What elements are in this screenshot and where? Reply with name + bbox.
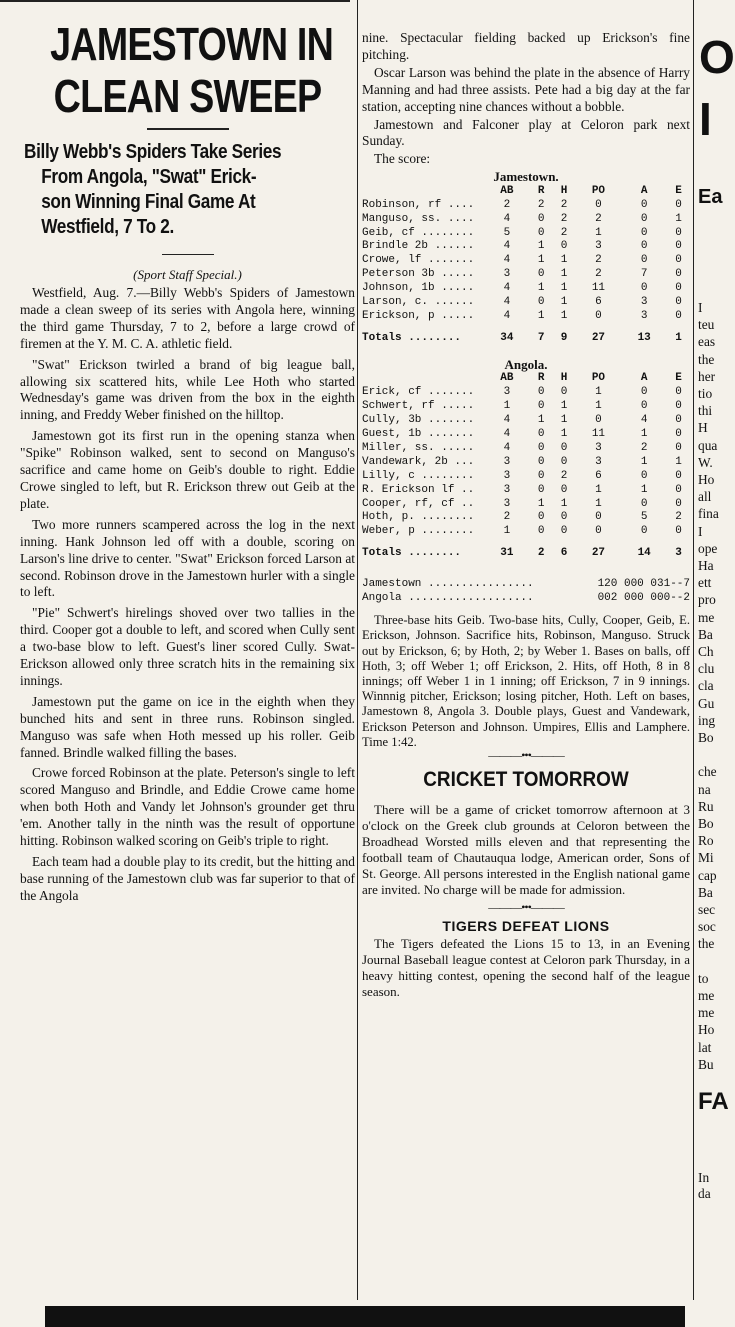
player-name: Weber, p ........ xyxy=(362,525,475,538)
adjacent-text-fragment: Ho xyxy=(698,472,715,487)
player-name: Vandewark, 2b ... xyxy=(362,455,475,468)
player-name: Crowe, lf ....... xyxy=(362,254,475,267)
player-stat: 0 xyxy=(595,198,602,211)
player-stat: 3 xyxy=(595,455,602,468)
player-stat: 4 xyxy=(503,240,511,253)
player-stat: 1 xyxy=(560,428,568,441)
player-stat: 0 xyxy=(560,441,568,454)
player-stat: 1 xyxy=(560,400,568,413)
adjacent-tail-fragment: In xyxy=(698,1170,710,1185)
box-score-row xyxy=(362,240,690,254)
player-stat: 0 xyxy=(675,525,682,538)
subhead-line-3: son Winning Final Game At xyxy=(41,191,256,213)
adjacent-text-fragment: lat xyxy=(698,1039,712,1055)
player-stat: 6 xyxy=(595,469,602,482)
player-stat: 1 xyxy=(640,455,648,468)
player-stat: 1 xyxy=(537,240,545,253)
player-name: Hoth, p. ........ xyxy=(362,511,475,524)
box-score-totals-row xyxy=(362,539,690,569)
player-stat: 2 xyxy=(560,226,568,239)
player-stat: 0 xyxy=(537,400,545,413)
adjacent-headline-fragment-1: O xyxy=(699,31,735,83)
player-stat: 0 xyxy=(560,525,568,538)
adjacent-text-fragment: her xyxy=(698,368,716,384)
adjacent-text-fragment: me xyxy=(698,609,715,625)
adjacent-text-fragment: tio xyxy=(698,386,713,401)
article-paragraph: Two more runners scampered across the log in the next inning. Hank Johnson led off with a double, scoring on Larson's line drive to center. "Swat" Erickson forced Larson at second. Robinson drove in the Jamestown hurler with a single to left. xyxy=(20,516,355,600)
player-stat: 1 xyxy=(537,414,545,427)
player-stat: 0 xyxy=(537,428,545,441)
player-stat: 5 xyxy=(640,511,648,524)
box-score-column-header: R xyxy=(537,184,545,197)
adjacent-text-fragment: Gu xyxy=(698,695,715,711)
continued-text xyxy=(362,30,690,168)
player-stat: 0 xyxy=(640,254,648,267)
player-stat: 0 xyxy=(595,310,602,322)
box-score-row xyxy=(362,227,690,241)
line-score-row xyxy=(362,591,690,605)
subhead-rule xyxy=(162,254,214,255)
cricket-article: There will be a game of cricket tomorrow afternoon at 3 o'clock on the Greek club grounds at Celoron between the Broadhead Worsted mills eleven and that representing the football team of Chautauqua lodge, American order, Sons of St. George. All persons interested in the English national game are invited. No charge will be made for admission. xyxy=(362,802,690,898)
box-score-row xyxy=(362,456,690,470)
box-score-row xyxy=(362,498,690,512)
player-name: Robinson, rf .... xyxy=(362,198,475,211)
adjacent-text-fragment: H xyxy=(698,420,708,436)
adjacent-text-fragment: clu xyxy=(698,661,715,677)
player-stat: 2 xyxy=(595,268,602,281)
box-score-column-header: R xyxy=(537,372,545,385)
player-stat: 2 xyxy=(595,254,602,267)
player-stat: 0 xyxy=(640,525,648,538)
box-score xyxy=(362,170,690,605)
player-stat: 1 xyxy=(560,310,568,322)
totals-stat: 13 xyxy=(637,331,651,344)
box-score-row xyxy=(362,400,690,414)
player-name: Miller, ss. ..... xyxy=(362,441,475,454)
team-name-jamestown: Jamestown. xyxy=(493,169,559,185)
player-stat: 4 xyxy=(503,428,511,441)
player-stat: 0 xyxy=(537,469,545,482)
totals-stat: 34 xyxy=(500,331,514,344)
adjacent-text-fragment: Ba xyxy=(698,626,713,642)
player-stat: 0 xyxy=(560,511,568,524)
tigers-article: The Tigers defeated the Lions 15 to 13, in an Evening Journal Baseball league contest at Celoron park Thursday, in a heavy hitting contest, opening the second half of the league season. xyxy=(362,936,690,1000)
adjacent-text-fragment: Bu xyxy=(698,1056,714,1072)
player-name: Guest, 1b ....... xyxy=(362,428,475,441)
player-stat: 3 xyxy=(503,497,511,510)
totals-stat: 7 xyxy=(537,331,545,344)
box-score-row xyxy=(362,525,690,539)
player-stat: 1 xyxy=(560,282,568,295)
player-stat: 0 xyxy=(537,226,545,239)
article-paragraph: "Swat" Erickson twirled a brand of big league ball, allowing six scattered hits, while Lee Hoth who started Wednesday's game was driven from the box in the eighth inning, and Freddy Weber finished on the hilltop. xyxy=(20,356,355,423)
player-stat: 0 xyxy=(675,441,682,454)
player-stat: 1 xyxy=(503,400,511,413)
player-stat: 1 xyxy=(675,212,682,225)
continued-paragraph: nine. Spectacular fielding backed up Erickson's fine pitching. xyxy=(362,30,690,62)
player-stat: 2 xyxy=(503,511,511,524)
player-stat: 2 xyxy=(595,212,602,225)
dot-rule-divider: ―――•••――― xyxy=(488,748,564,763)
player-name: Cooper, rf, cf .. xyxy=(362,497,475,510)
box-score-row xyxy=(362,442,690,456)
box-score-row xyxy=(362,296,690,310)
player-stat: 0 xyxy=(537,525,545,538)
adjacent-text-fragment: teu xyxy=(698,317,715,333)
line-score-team: Angola ................... xyxy=(362,592,534,605)
player-stat: 0 xyxy=(560,240,568,253)
totals-stat: 31 xyxy=(500,547,514,560)
article-paragraph: Jamestown got its first run in the opening stanza when "Spike" Robinson walked, sent to second on Manguso's sacrifice and came home on Geib's double to right. Eddie Crowe singled to left, but R. Erickson threw out Geib at the plate. xyxy=(20,428,355,511)
adjacent-text-fragment: the xyxy=(698,351,715,367)
adjacent-text-fragment: Ru xyxy=(698,798,714,814)
player-stat: 0 xyxy=(675,483,682,496)
headline-rule xyxy=(147,128,229,130)
headline-line-2: CLEAN SWEEP xyxy=(53,70,322,122)
player-stat: 3 xyxy=(595,441,602,454)
box-score-table-jamestown xyxy=(362,185,690,354)
player-stat: 5 xyxy=(503,226,511,239)
player-stat: 0 xyxy=(675,414,682,427)
box-score-header-spacer xyxy=(362,372,484,386)
player-stat: 0 xyxy=(537,296,545,309)
adjacent-text-fragment: sec xyxy=(698,902,716,917)
player-stat: 0 xyxy=(675,400,682,413)
continued-paragraph: Oscar Larson was behind the plate in the absence of Harry Manning and had three assists. Pete had a big day at the far station, accepting nine chances without a bobble. xyxy=(362,64,690,114)
player-stat: 1 xyxy=(560,497,568,510)
player-stat: 4 xyxy=(503,212,511,225)
player-name: Johnson, 1b ..... xyxy=(362,282,475,295)
player-stat: 0 xyxy=(640,198,648,211)
player-stat: 2 xyxy=(560,212,568,225)
box-score-row xyxy=(362,511,690,525)
totals-label: Totals ........ xyxy=(362,547,462,560)
totals-stat: 27 xyxy=(591,547,606,560)
box-score-row xyxy=(362,282,690,296)
player-stat: 3 xyxy=(503,469,511,482)
adjacent-text-fragment: the xyxy=(698,936,715,952)
player-stat: 0 xyxy=(537,483,545,496)
box-score-row xyxy=(362,310,690,324)
totals-stat: 9 xyxy=(560,331,568,344)
player-stat: 1 xyxy=(595,483,602,496)
player-stat: 3 xyxy=(640,310,648,322)
player-stat: 1 xyxy=(595,497,602,510)
player-stat: 0 xyxy=(640,497,648,510)
player-stat: 1 xyxy=(560,296,568,309)
article-body xyxy=(20,285,355,905)
player-stat: 1 xyxy=(675,455,682,468)
player-stat: 7 xyxy=(640,268,648,281)
player-stat: 0 xyxy=(537,268,545,281)
box-score-row xyxy=(362,213,690,227)
player-stat: 0 xyxy=(595,511,602,524)
box-score-header xyxy=(362,372,690,386)
adjacent-text-fragment: Ba xyxy=(698,884,713,900)
adjacent-text-fragment: na xyxy=(698,781,711,797)
player-stat: 1 xyxy=(537,254,545,267)
player-stat: 0 xyxy=(640,469,648,482)
player-stat: 2 xyxy=(675,511,682,524)
player-stat: 4 xyxy=(503,282,511,295)
adjacent-text-fragment: all xyxy=(698,489,712,505)
box-score-column-header: E xyxy=(675,372,682,385)
player-stat: 1 xyxy=(560,254,568,267)
article-paragraph: "Pie" Schwert's hirelings shoved over two tallies in the third. Cooper got a double to left, and scored when Cully sent a two-base blow to left. Guest's liner scored Cully. Swat-Erickson allowed only three scratch hits in the remaining six innings. xyxy=(20,605,355,688)
adjacent-text-fragment: ope xyxy=(698,540,718,556)
player-stat: 11 xyxy=(591,282,606,295)
line-score-runs: 120 000 031--7 xyxy=(597,578,690,591)
totals-stat: 14 xyxy=(637,547,651,560)
player-name: Geib, cf ........ xyxy=(362,226,475,239)
player-stat: 1 xyxy=(595,226,602,239)
player-stat: 1 xyxy=(503,525,511,538)
player-stat: 1 xyxy=(595,400,602,413)
player-stat: 0 xyxy=(560,386,568,399)
player-stat: 4 xyxy=(503,441,511,454)
player-stat: 3 xyxy=(503,386,511,399)
adjacent-text-fragment: me xyxy=(698,1005,715,1021)
adjacent-subhead-fragment: Ea xyxy=(698,186,723,208)
totals-label: Totals ........ xyxy=(362,331,462,344)
box-score-row xyxy=(362,386,690,400)
adjacent-text-fragment: to xyxy=(698,970,709,986)
player-name: Manguso, ss. .... xyxy=(362,212,475,225)
box-score-column-header: PO xyxy=(591,184,606,197)
player-stat: 1 xyxy=(560,268,568,281)
box-score-row xyxy=(362,268,690,282)
box-score-column-header: H xyxy=(560,372,568,385)
adjacent-text-fragment: Bo xyxy=(698,730,714,745)
player-stat: 2 xyxy=(560,469,568,482)
adjacent-text-fragment: Mi xyxy=(698,850,714,866)
player-stat: 0 xyxy=(675,226,682,239)
subhead-line-4: Westfield, 7 To 2. xyxy=(41,216,174,238)
box-score-header-spacer xyxy=(362,185,484,199)
adjacent-text-fragment: ett xyxy=(698,575,712,591)
player-stat: 0 xyxy=(675,386,682,399)
adjacent-text-fragment: soc xyxy=(698,919,716,935)
box-score-column-header: AB xyxy=(500,184,514,197)
totals-stat: 1 xyxy=(675,331,682,344)
player-name: Erickson, p ..... xyxy=(362,310,475,322)
player-stat: 1 xyxy=(537,282,545,295)
line-score xyxy=(362,577,690,605)
player-stat: 0 xyxy=(675,296,682,309)
main-article xyxy=(20,0,355,909)
player-stat: 0 xyxy=(675,240,682,253)
player-name: Lilly, c ........ xyxy=(362,469,475,482)
cricket-headline: CRICKET TOMORROW xyxy=(423,768,629,792)
continued-paragraph: Jamestown and Falconer play at Celoron park next Sunday. xyxy=(362,116,690,149)
article-paragraph: Jamestown put the game on ice in the eighth when they bunched hits and sent in three runs. Robinson singled. Manguso was safe when Hoth messed up his roller. Geib fanned. Brindle walked filling the bases. xyxy=(20,693,355,760)
box-score-row xyxy=(362,484,690,498)
player-stat: 0 xyxy=(675,310,682,322)
dot-rule-divider: ―――•••――― xyxy=(488,900,564,915)
player-stat: 4 xyxy=(503,296,511,309)
box-score-column-header: A xyxy=(640,372,648,385)
player-stat: 2 xyxy=(537,198,545,211)
box-score-table-angola xyxy=(362,372,690,569)
player-name: Schwert, rf ..... xyxy=(362,400,475,413)
player-name: R. Erickson lf .. xyxy=(362,483,475,496)
player-stat: 2 xyxy=(640,441,648,454)
player-stat: 0 xyxy=(537,511,545,524)
adjacent-text-fragment: Bo xyxy=(698,816,714,831)
box-score-totals-row xyxy=(362,324,690,354)
box-score-column-header: AB xyxy=(500,372,514,385)
subhead-line-2: From Angola, "Swat" Erick- xyxy=(41,166,257,188)
adjacent-text-fragment: che xyxy=(698,764,717,780)
article-paragraph: Crowe forced Robinson at the plate. Peterson's single to left scored Manguso and Brindle, and Eddie Crowe came home when both Hoth and Vandy let Johnson's grounder get thru 'em. Another tally in the ninth was the result of opportune hitting. Robinson walked scoring on Geib's triple to right. xyxy=(20,765,355,849)
adjacent-text-fragment: thi xyxy=(698,403,713,419)
column-rule-right xyxy=(693,0,694,1300)
adjacent-headline-fragment-2: I xyxy=(699,93,712,145)
box-score-column-header: PO xyxy=(591,372,606,385)
box-score-row xyxy=(362,254,690,268)
player-stat: 0 xyxy=(675,268,682,281)
article-paragraph: Westfield, Aug. 7.—Billy Webb's Spiders of Jamestown made a clean sweep of its series with Angola here, winning the third game Thursday, 7 to 2, before a large crowd of firemen at the Y. M. C. A. athletic field. xyxy=(20,285,355,351)
player-stat: 0 xyxy=(640,282,648,295)
adjacent-article-fragment xyxy=(697,0,735,1327)
adjacent-text-fragment: I xyxy=(698,523,703,539)
box-score-row xyxy=(362,414,690,428)
player-stat: 0 xyxy=(595,414,602,427)
continued-paragraph: The score: xyxy=(374,151,431,167)
player-stat: 3 xyxy=(640,296,648,309)
box-score-column-header: E xyxy=(675,184,682,197)
player-stat: 0 xyxy=(675,198,682,211)
player-stat: 0 xyxy=(675,282,682,295)
player-stat: 0 xyxy=(640,386,648,399)
adjacent-text-fragment: Ro xyxy=(698,833,714,849)
player-name: Brindle 2b ...... xyxy=(362,240,475,253)
box-score-row xyxy=(362,428,690,442)
bottom-black-bar xyxy=(45,1306,685,1327)
adjacent-text-fragment: Ch xyxy=(698,644,714,659)
column-rule-left xyxy=(357,0,358,1300)
adjacent-text-fragment: I xyxy=(698,300,703,315)
player-stat: 0 xyxy=(640,240,648,253)
player-stat: 0 xyxy=(537,386,545,399)
player-stat: 4 xyxy=(640,414,648,427)
totals-stat: 27 xyxy=(591,331,606,344)
player-stat: 0 xyxy=(675,254,682,267)
player-stat: 1 xyxy=(537,497,545,510)
player-stat: 1 xyxy=(640,483,648,496)
box-score-header xyxy=(362,185,690,199)
player-stat: 0 xyxy=(675,428,682,441)
player-stat: 3 xyxy=(503,455,511,468)
player-stat: 0 xyxy=(537,441,545,454)
player-stat: 2 xyxy=(560,198,568,211)
player-stat: 0 xyxy=(595,525,602,538)
totals-stat: 3 xyxy=(675,547,682,560)
player-stat: 0 xyxy=(640,226,648,239)
player-stat: 4 xyxy=(503,310,511,322)
player-stat: 3 xyxy=(503,483,511,496)
adjacent-text-fragment: eas xyxy=(698,334,716,350)
player-stat: 0 xyxy=(560,455,568,468)
player-stat: 0 xyxy=(675,469,682,482)
adjacent-text-fragment: pro xyxy=(698,592,716,608)
player-name: Erick, cf ....... xyxy=(362,386,475,399)
player-name: Peterson 3b ..... xyxy=(362,268,475,281)
player-stat: 0 xyxy=(640,212,648,225)
adjacent-fa-headline-fragment: FA xyxy=(698,1088,729,1115)
line-score-row xyxy=(362,577,690,591)
continuation-column xyxy=(362,30,690,1000)
box-score-column-header: A xyxy=(640,184,648,197)
headline-line-1: JAMESTOWN IN xyxy=(50,18,334,70)
player-stat: 1 xyxy=(640,428,648,441)
adjacent-text-fragment: fina xyxy=(698,506,719,522)
player-stat: 0 xyxy=(560,483,568,496)
adjacent-text-fragment: W. xyxy=(698,454,713,470)
adjacent-text-fragment: cap xyxy=(698,867,717,883)
adjacent-text-fragment: Ho xyxy=(698,1022,715,1038)
byline-credit: (Sport Staff Special.) xyxy=(133,267,242,282)
game-summary: Three-base hits Geib. Two-base hits, Cully, Cooper, Geib, E. Erickson, Johnson. Sacrifice hits, Robinson, Manguso. Struck out by Erickson, 6; by Hoth, 2; by Weber 1. Bases on balls, off Hoth, 3; off Weber 1; off Erickson, 2. Hits, off Hoth, 8 in 8 innings; off Weber 1 in 1 inning; off Erickson, 7 in 9 innings. Winnnig pitcher, Erickson; losing pitcher, Hoth. Left on bases, Jamestown 8, Angola 3. Double plays, Guest and Vandewark, Erickson Peterson and Johnson. Umpires, Ellis and Lamphere. Time 1:42. xyxy=(362,613,690,749)
totals-stat: 6 xyxy=(560,547,568,560)
player-stat: 0 xyxy=(537,455,545,468)
player-stat: 0 xyxy=(640,400,648,413)
player-stat: 1 xyxy=(537,310,545,322)
article-paragraph: Each team had a double play to its credit, but the hitting and base running of the Jamestown club was far superior to that of the Angola xyxy=(20,854,355,903)
adjacent-text-fragment: qua xyxy=(698,437,718,453)
tigers-headline: TIGERS DEFEAT LIONS xyxy=(442,918,610,935)
player-stat: 1 xyxy=(595,386,602,399)
line-score-runs: 002 000 000--2 xyxy=(597,592,690,605)
player-stat: 6 xyxy=(595,296,602,309)
adjacent-text-fragment: cla xyxy=(698,678,714,694)
player-stat: 1 xyxy=(560,414,568,427)
adjacent-text-fragment: me xyxy=(698,988,715,1003)
box-score-row xyxy=(362,470,690,484)
team-name-angola: Angola. xyxy=(504,356,548,372)
player-stat: 2 xyxy=(503,198,511,211)
adjacent-text-fragment: ing xyxy=(698,712,716,728)
player-name: Larson, c. ...... xyxy=(362,296,475,309)
player-stat: 0 xyxy=(537,212,545,225)
line-score-team: Jamestown ................ xyxy=(362,578,534,591)
player-name: Cully, 3b ....... xyxy=(362,414,475,427)
totals-stat: 2 xyxy=(537,547,545,560)
article-subhead xyxy=(24,140,349,240)
adjacent-text-fragment: Ha xyxy=(698,558,714,573)
adjacent-tail-fragment: da xyxy=(698,1186,711,1201)
player-stat: 4 xyxy=(503,254,511,267)
subhead-line-1: Billy Webb's Spiders Take Series xyxy=(24,141,282,163)
article-headline xyxy=(50,18,334,122)
box-score-row xyxy=(362,199,690,213)
player-stat: 0 xyxy=(675,497,682,510)
player-stat: 3 xyxy=(503,268,511,281)
player-stat: 3 xyxy=(595,240,602,253)
box-score-column-header: H xyxy=(560,184,568,197)
player-stat: 11 xyxy=(591,428,606,441)
player-stat: 4 xyxy=(503,414,511,427)
